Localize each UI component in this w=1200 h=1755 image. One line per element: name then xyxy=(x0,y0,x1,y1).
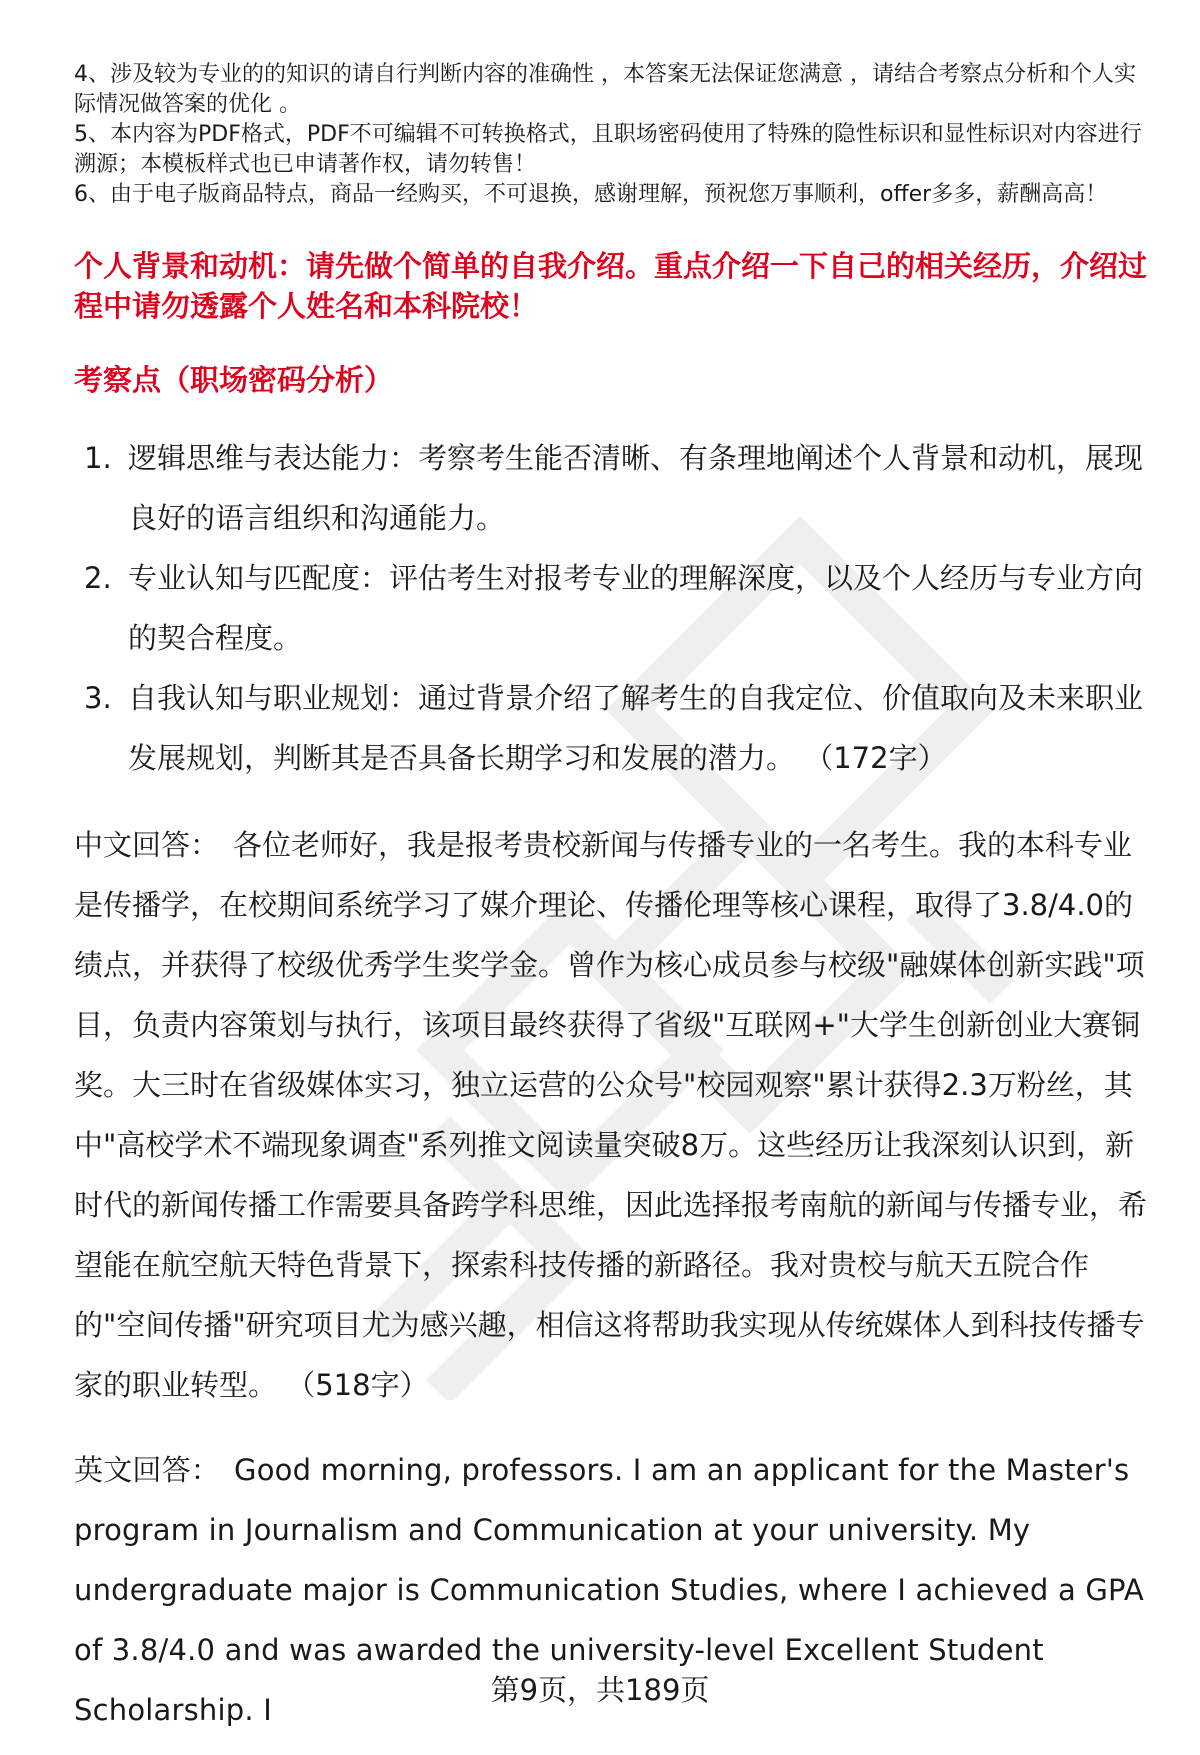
note-4: 4、涉及较为专业的的知识的请自行判断内容的准确性 ，本答案无法保证您满意 ，请结合考察点分析和个人实际情况做答案的优化 。 xyxy=(74,62,1136,117)
analysis-point xyxy=(74,668,1154,788)
chinese-answer-text: 各位老师好，我是报考贵校新闻与传播专业的一名考生。我的本科专业是传播学，在校期间系统学习了媒介理论、传播伦理等核心课程，取得了3.8/4.0的绩点，并获得了校级优秀学生奖学金。曾作为核心成员参与校级"融媒体创新实践"项目，负责内容策划与执行，该项目最终获得了省级"互联网+"大学生创新创业大赛铜奖。大三时在省级媒体实习，独立运营的公众号"校园观察"累计获得2.3万粉丝，其中"高校学术不端现象调查"系列推文阅读量突破8万。这些经历让我深刻认识到，新时代的新闻传播工作需要具备跨学科思维，因此选择报考南航的新闻与传播专业，希望能在航空航天特色背景下，探索科技传播的新路径。我对贵校与航天五院合作的"空间传播"研究项目尤为感兴趣，相信这将帮助我实现从传统媒体人到科技传播专家的职业转型。 （518字） xyxy=(74,828,1148,1402)
note-6: 6、由于电子版商品特点，商品一经购买，不可退换，感谢理解，预祝您万事顺利，offer多多，薪酬高高！ xyxy=(74,182,1108,207)
notes-block xyxy=(74,60,1154,210)
analysis-points-list xyxy=(74,428,1154,788)
analysis-title: 考察点（职场密码分析） xyxy=(74,363,394,397)
analysis-point xyxy=(74,548,1154,668)
analysis-point xyxy=(74,428,1154,548)
point-number: 3. xyxy=(84,681,112,715)
page-footer: 第9页，共189页 xyxy=(490,1673,710,1707)
point-text: 自我认知与职业规划：通过背景介绍了解考生的自我定位、价值取向及未来职业发展规划，判断其是否具备长期学习和发展的潜力。 （172字） xyxy=(128,681,1144,775)
point-number: 2. xyxy=(84,561,112,595)
question-heading: 个人背景和动机：请先做个简单的自我介绍。重点介绍一下自己的相关经历，介绍过程中请勿透露个人姓名和本科院校！ xyxy=(74,249,1148,323)
chinese-answer xyxy=(74,815,1159,1415)
point-text: 专业认知与匹配度：评估考生对报考专业的理解深度，以及个人经历与专业方向的契合程度。 xyxy=(128,561,1144,655)
english-answer-text: Good morning, professors. I am an applicant for the Master's program in Journalism and Communication at your university. My undergraduate major is Communication Studies, where I achieved a GPA of 3.8/4.0 and was awarded the university-level Excellent Student Scholarship. I xyxy=(74,1453,1144,1727)
chinese-answer-label: 中文回答： xyxy=(74,828,220,862)
point-text: 逻辑思维与表达能力：考察考生能否清晰、有条理地阐述个人背景和动机，展现良好的语言组织和沟通能力。 xyxy=(128,441,1144,535)
point-number: 1. xyxy=(84,441,112,475)
english-answer-label: 英文回答： xyxy=(74,1453,221,1487)
note-5: 5、本内容为PDF格式，PDF不可编辑不可转换格式，且职场密码使用了特殊的隐性标识和显性标识对内容进行溯源；本模板样式也已申请著作权，请勿转售！ xyxy=(74,122,1142,177)
